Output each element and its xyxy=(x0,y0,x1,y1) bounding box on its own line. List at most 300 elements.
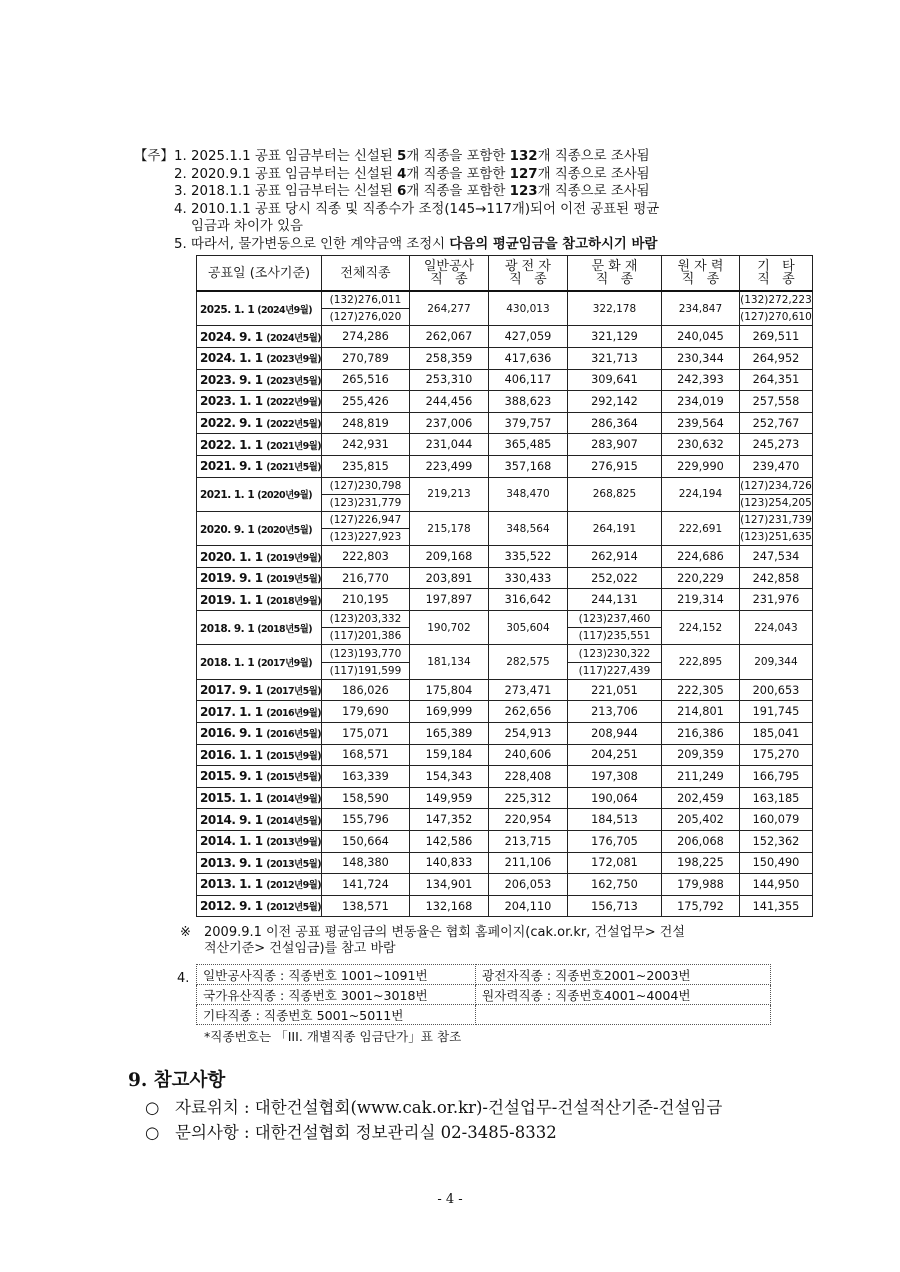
date-label: 2022. 9. 1 xyxy=(200,416,263,431)
cell-date xyxy=(197,347,322,369)
cell-date xyxy=(197,412,322,434)
survey-basis: (2023년9월) xyxy=(266,354,321,366)
cell-all: (127)230,798 xyxy=(321,477,409,494)
wage-table xyxy=(196,255,813,917)
cell-cultural: 264,191 xyxy=(567,511,661,545)
table-row xyxy=(197,679,813,701)
code-cell: 기타직종 : 직종번호 5001~5011번 xyxy=(197,1005,476,1025)
cell-all: 148,380 xyxy=(321,852,409,874)
cell-cultural: 208,944 xyxy=(567,723,661,745)
table-header-row xyxy=(197,256,813,292)
section-title: 9. 참고사항 xyxy=(128,1070,226,1091)
table-row xyxy=(197,589,813,611)
cell-electronic: 330,433 xyxy=(488,567,567,589)
survey-basis: (2023년5월) xyxy=(266,375,321,387)
cell-all: 163,339 xyxy=(321,766,409,788)
cell-etc: (123)251,635 xyxy=(739,529,812,546)
cell-electronic: 365,485 xyxy=(488,434,567,456)
cell-electronic: 430,013 xyxy=(488,291,567,326)
cell-nuclear: 216,386 xyxy=(661,723,739,745)
table-row xyxy=(197,291,813,309)
cell-nuclear: 239,564 xyxy=(661,412,739,434)
date-label: 2023. 1. 1 xyxy=(200,394,263,409)
cell-electronic: 254,913 xyxy=(488,723,567,745)
table-row xyxy=(197,369,813,391)
cell-etc: 257,558 xyxy=(739,391,812,413)
survey-basis: (2020년9월) xyxy=(257,490,312,502)
cell-cultural: 244,131 xyxy=(567,589,661,611)
code-cell: 원자력직종 : 직종번호4001~4004번 xyxy=(476,985,771,1005)
cell-electronic: 427,059 xyxy=(488,326,567,348)
table-row xyxy=(197,809,813,831)
cell-all: (117)201,386 xyxy=(321,628,409,645)
cell-electronic: 204,110 xyxy=(488,895,567,917)
cell-general: 149,959 xyxy=(409,787,488,809)
cell-general: 219,213 xyxy=(409,477,488,511)
cell-all: 265,516 xyxy=(321,369,409,391)
cell-all: (117)191,599 xyxy=(321,662,409,679)
cell-electronic: 348,470 xyxy=(488,477,567,511)
cell-nuclear: 224,686 xyxy=(661,546,739,568)
cell-date xyxy=(197,434,322,456)
table-row xyxy=(197,412,813,434)
survey-basis: (2018년5월) xyxy=(257,623,312,635)
cell-etc: (123)254,205 xyxy=(739,494,812,511)
reference-mark: ※ xyxy=(180,925,191,940)
cell-general: 169,999 xyxy=(409,701,488,723)
survey-basis: (2015년5월) xyxy=(266,772,321,784)
cell-nuclear: 198,225 xyxy=(661,852,739,874)
table-row xyxy=(197,723,813,745)
date-label: 2016. 1. 1 xyxy=(200,747,263,762)
codes-note: *직종번호는 「III. 개별직종 임금단가」표 참조 xyxy=(204,1029,462,1044)
survey-basis: (2016년5월) xyxy=(266,729,321,741)
code-cell: 광전자직종 : 직종번호2001~2003번 xyxy=(476,965,771,985)
cell-etc: 141,355 xyxy=(739,895,812,917)
note-number: 5. xyxy=(174,236,187,252)
cell-etc: 163,185 xyxy=(739,787,812,809)
date-label: 2020. 9. 1 xyxy=(200,523,255,536)
cell-cultural: 262,914 xyxy=(567,546,661,568)
cell-etc: 209,344 xyxy=(739,645,812,679)
note-item-1 xyxy=(134,148,784,166)
cell-etc: 166,795 xyxy=(739,766,812,788)
cell-cultural: 252,022 xyxy=(567,567,661,589)
survey-basis: (2014년9월) xyxy=(266,794,321,806)
cell-all: 255,426 xyxy=(321,391,409,413)
cell-etc: 252,767 xyxy=(739,412,812,434)
note-number: 2. xyxy=(174,166,187,182)
header-cultural: 문 화 재 직 종 xyxy=(567,256,661,292)
cell-etc: (132)272,223 xyxy=(739,291,812,309)
cell-all: (127)226,947 xyxy=(321,511,409,528)
date-label: 2022. 1. 1 xyxy=(200,437,263,452)
cell-all: 186,026 xyxy=(321,679,409,701)
cell-electronic: 406,117 xyxy=(488,369,567,391)
cell-cultural: 268,825 xyxy=(567,477,661,511)
cell-date xyxy=(197,809,322,831)
header-nuclear: 원 자 력 직 종 xyxy=(661,256,739,292)
cell-nuclear: 222,691 xyxy=(661,511,739,545)
table-row xyxy=(197,391,813,413)
date-label: 2024. 9. 1 xyxy=(200,329,263,344)
cell-electronic: 225,312 xyxy=(488,787,567,809)
cell-all: 248,819 xyxy=(321,412,409,434)
cell-nuclear: 240,045 xyxy=(661,326,739,348)
reference-text: 문의사항 : 대한건설협회 정보관리실 02-3485-8332 xyxy=(175,1123,557,1142)
cell-etc: 175,270 xyxy=(739,744,812,766)
cell-cultural: 309,641 xyxy=(567,369,661,391)
codes-number: 4. xyxy=(177,971,190,986)
cell-etc: 160,079 xyxy=(739,809,812,831)
date-label: 2017. 9. 1 xyxy=(200,683,263,698)
cell-etc: 264,952 xyxy=(739,347,812,369)
cell-etc: 144,950 xyxy=(739,874,812,896)
note-text-continued: 임금과 차이가 있음 xyxy=(191,219,303,235)
cell-nuclear: 234,847 xyxy=(661,291,739,326)
table-row xyxy=(197,511,813,528)
cell-date xyxy=(197,391,322,413)
cell-general: 258,359 xyxy=(409,347,488,369)
survey-basis: (2017년9월) xyxy=(257,658,312,670)
cell-electronic: 213,715 xyxy=(488,830,567,852)
cell-cultural: (117)235,551 xyxy=(567,628,661,645)
cell-date xyxy=(197,744,322,766)
cell-etc: 264,351 xyxy=(739,369,812,391)
cell-etc: 185,041 xyxy=(739,723,812,745)
cell-nuclear: 224,152 xyxy=(661,611,739,645)
cell-general: 140,833 xyxy=(409,852,488,874)
cell-date xyxy=(197,723,322,745)
cell-nuclear: 220,229 xyxy=(661,567,739,589)
cell-cultural: 156,713 xyxy=(567,895,661,917)
cell-all: 158,590 xyxy=(321,787,409,809)
cell-general: 142,586 xyxy=(409,830,488,852)
notes-block xyxy=(134,148,784,254)
cell-nuclear: 214,801 xyxy=(661,701,739,723)
survey-basis: (2019년5월) xyxy=(266,574,321,586)
date-label: 2018. 9. 1 xyxy=(200,622,255,635)
header-electronic: 광 전 자 직 종 xyxy=(488,256,567,292)
cell-cultural: (117)227,439 xyxy=(567,662,661,679)
cell-electronic: 206,053 xyxy=(488,874,567,896)
note-number: 4. xyxy=(174,201,187,217)
cell-general: 237,006 xyxy=(409,412,488,434)
cell-general: 175,804 xyxy=(409,679,488,701)
reference-text: 자료위치 : 대한건설협회(www.cak.or.kr)-건설업무-건설적산기준-건설임금 xyxy=(175,1098,723,1117)
cell-general: 134,901 xyxy=(409,874,488,896)
cell-all: 274,286 xyxy=(321,326,409,348)
cell-all: 270,789 xyxy=(321,347,409,369)
cell-general: 223,499 xyxy=(409,455,488,477)
table-row xyxy=(197,645,813,662)
cell-general: 264,277 xyxy=(409,291,488,326)
cell-nuclear: 202,459 xyxy=(661,787,739,809)
cell-date xyxy=(197,645,322,679)
cell-etc: (127)270,610 xyxy=(739,309,812,326)
cell-nuclear: 234,019 xyxy=(661,391,739,413)
cell-nuclear: 179,988 xyxy=(661,874,739,896)
survey-basis: (2020년5월) xyxy=(257,524,312,536)
cell-cultural: 172,081 xyxy=(567,852,661,874)
cell-etc: (127)231,739 xyxy=(739,511,812,528)
cell-nuclear: 175,792 xyxy=(661,895,739,917)
table-row xyxy=(197,567,813,589)
code-cell: 국가유산직종 : 직종번호 3001~3018번 xyxy=(197,985,476,1005)
survey-basis: (2015년9월) xyxy=(266,750,321,762)
cell-cultural: 184,513 xyxy=(567,809,661,831)
cell-general: 154,343 xyxy=(409,766,488,788)
cell-nuclear: 222,305 xyxy=(661,679,739,701)
cell-date xyxy=(197,369,322,391)
survey-basis: (2021년5월) xyxy=(266,462,321,474)
table-row xyxy=(197,852,813,874)
cell-date xyxy=(197,326,322,348)
date-label: 2019. 9. 1 xyxy=(200,571,263,586)
header-etc: 기 타 직 종 xyxy=(739,256,812,292)
cell-nuclear: 209,359 xyxy=(661,744,739,766)
header-all: 전체직종 xyxy=(321,256,409,292)
cell-nuclear: 230,344 xyxy=(661,347,739,369)
date-label: 2013. 9. 1 xyxy=(200,855,263,870)
cell-all: (127)276,020 xyxy=(321,309,409,326)
survey-basis: (2022년5월) xyxy=(266,419,321,431)
reference-item xyxy=(145,1119,557,1143)
cell-date xyxy=(197,830,322,852)
cell-all: 179,690 xyxy=(321,701,409,723)
bullet-icon: ○ xyxy=(145,1098,160,1117)
survey-basis: (2012년9월) xyxy=(266,880,321,892)
cell-cultural: 213,706 xyxy=(567,701,661,723)
bullet-icon: ○ xyxy=(145,1123,160,1142)
cell-etc: 242,858 xyxy=(739,567,812,589)
cell-cultural: 322,178 xyxy=(567,291,661,326)
cell-all: (123)203,332 xyxy=(321,611,409,628)
cell-cultural: 197,308 xyxy=(567,766,661,788)
survey-basis: (2019년9월) xyxy=(266,552,321,564)
cell-cultural: 321,713 xyxy=(567,347,661,369)
note-item-5 xyxy=(134,236,784,254)
date-label: 2016. 9. 1 xyxy=(200,726,263,741)
cell-etc: 247,534 xyxy=(739,546,812,568)
footnote-line: 적산기준> 건설임금)를 참고 바람 xyxy=(204,941,396,956)
cell-etc: 245,273 xyxy=(739,434,812,456)
note-text: 2025.1.1 공표 임금부터는 신설된 5개 직종을 포함한 132개 직종으로 조사됨 xyxy=(191,149,650,164)
cell-etc: 269,511 xyxy=(739,326,812,348)
survey-basis: (2012년5월) xyxy=(266,902,321,914)
page-number: - 4 - xyxy=(437,1192,463,1207)
table-row xyxy=(197,434,813,456)
header-general: 일반공사 직 종 xyxy=(409,256,488,292)
note-item-4 xyxy=(134,201,784,236)
code-cell: 일반공사직종 : 직종번호 1001~1091번 xyxy=(197,965,476,985)
cell-date xyxy=(197,511,322,545)
date-label: 2019. 1. 1 xyxy=(200,592,263,607)
cell-date xyxy=(197,852,322,874)
date-label: 2023. 9. 1 xyxy=(200,372,263,387)
table-row xyxy=(197,546,813,568)
cell-nuclear: 242,393 xyxy=(661,369,739,391)
survey-basis: (2014년5월) xyxy=(266,815,321,827)
cell-date xyxy=(197,567,322,589)
date-label: 2015. 1. 1 xyxy=(200,791,263,806)
cell-date xyxy=(197,477,322,511)
cell-nuclear: 206,068 xyxy=(661,830,739,852)
cell-date xyxy=(197,701,322,723)
cell-electronic: 379,757 xyxy=(488,412,567,434)
cell-nuclear: 230,632 xyxy=(661,434,739,456)
cell-date xyxy=(197,766,322,788)
footnote-line: 2009.9.1 이전 공표 평균임금의 변동율은 협회 홈페이지(cak.or.kr, 건설업무> 건설 xyxy=(204,925,685,940)
date-label: 2014. 1. 1 xyxy=(200,834,263,849)
table-row xyxy=(197,744,813,766)
table-row xyxy=(197,874,813,896)
table-body xyxy=(197,291,813,917)
code-cell xyxy=(476,1005,771,1025)
cell-electronic: 417,636 xyxy=(488,347,567,369)
cell-date xyxy=(197,787,322,809)
note-text: 2010.1.1 공표 당시 직종 및 직종수가 조정(145→117개)되어 이전 공표된 평균 xyxy=(191,201,660,217)
cell-date xyxy=(197,874,322,896)
note-text: 2020.9.1 공표 임금부터는 신설된 4개 직종을 포함한 127개 직종으로 조사됨 xyxy=(191,166,650,182)
cell-cultural: 162,750 xyxy=(567,874,661,896)
cell-all: 141,724 xyxy=(321,874,409,896)
table-row xyxy=(197,347,813,369)
cell-all: 155,796 xyxy=(321,809,409,831)
cell-electronic: 220,954 xyxy=(488,809,567,831)
cell-electronic: 228,408 xyxy=(488,766,567,788)
date-label: 2014. 9. 1 xyxy=(200,812,263,827)
date-label: 2013. 1. 1 xyxy=(200,877,263,892)
survey-basis: (2021년9월) xyxy=(266,440,321,452)
cell-date xyxy=(197,546,322,568)
cell-date xyxy=(197,589,322,611)
cell-all: 216,770 xyxy=(321,567,409,589)
table-row xyxy=(197,965,771,985)
cell-nuclear: 205,402 xyxy=(661,809,739,831)
table-row xyxy=(197,830,813,852)
date-label: 2025. 1. 1 xyxy=(200,303,255,316)
cell-date xyxy=(197,895,322,917)
cell-electronic: 240,606 xyxy=(488,744,567,766)
cell-nuclear: 229,990 xyxy=(661,455,739,477)
cell-general: 147,352 xyxy=(409,809,488,831)
cell-all: (123)227,923 xyxy=(321,529,409,546)
cell-cultural: 321,129 xyxy=(567,326,661,348)
cell-etc: 152,362 xyxy=(739,830,812,852)
cell-electronic: 388,623 xyxy=(488,391,567,413)
cell-all: 150,664 xyxy=(321,830,409,852)
cell-cultural: 292,142 xyxy=(567,391,661,413)
job-code-table xyxy=(196,964,771,1025)
date-label: 2017. 1. 1 xyxy=(200,704,263,719)
cell-nuclear: 222,895 xyxy=(661,645,739,679)
date-label: 2012. 9. 1 xyxy=(200,899,263,914)
survey-basis: (2013년9월) xyxy=(266,837,321,849)
survey-basis: (2016년9월) xyxy=(266,707,321,719)
date-label: 2018. 1. 1 xyxy=(200,657,255,670)
cell-electronic: 262,656 xyxy=(488,701,567,723)
survey-basis: (2024년9월) xyxy=(257,304,312,316)
cell-cultural: (123)237,460 xyxy=(567,611,661,628)
table-row xyxy=(197,1005,771,1025)
cell-electronic: 357,168 xyxy=(488,455,567,477)
cell-all: 175,071 xyxy=(321,723,409,745)
cell-general: 165,389 xyxy=(409,723,488,745)
cell-all: 168,571 xyxy=(321,744,409,766)
cell-all: 138,571 xyxy=(321,895,409,917)
cell-electronic: 282,575 xyxy=(488,645,567,679)
note-text: 따라서, 물가변동으로 인한 계약금액 조정시 다음의 평균임금을 참고하시기 바람 xyxy=(191,236,658,252)
cell-etc: 231,976 xyxy=(739,589,812,611)
cell-general: 159,184 xyxy=(409,744,488,766)
cell-cultural: 283,907 xyxy=(567,434,661,456)
cell-cultural: 176,705 xyxy=(567,830,661,852)
cell-etc: 224,043 xyxy=(739,611,812,645)
cell-general: 203,891 xyxy=(409,567,488,589)
table-row xyxy=(197,895,813,917)
cell-general: 181,134 xyxy=(409,645,488,679)
cell-cultural: 221,051 xyxy=(567,679,661,701)
reference-item xyxy=(145,1094,722,1118)
date-label: 2021. 9. 1 xyxy=(200,459,263,474)
cell-all: 235,815 xyxy=(321,455,409,477)
cell-all: 242,931 xyxy=(321,434,409,456)
cell-all: 210,195 xyxy=(321,589,409,611)
cell-cultural: 190,064 xyxy=(567,787,661,809)
cell-general: 197,897 xyxy=(409,589,488,611)
cell-cultural: 204,251 xyxy=(567,744,661,766)
note-tag: 【주】 xyxy=(134,149,174,164)
cell-etc: 191,745 xyxy=(739,701,812,723)
cell-general: 244,456 xyxy=(409,391,488,413)
cell-date xyxy=(197,679,322,701)
date-label: 2020. 1. 1 xyxy=(200,549,263,564)
table-row xyxy=(197,766,813,788)
cell-general: 262,067 xyxy=(409,326,488,348)
cell-etc: 239,470 xyxy=(739,455,812,477)
table-row xyxy=(197,701,813,723)
cell-cultural: 286,364 xyxy=(567,412,661,434)
cell-general: 253,310 xyxy=(409,369,488,391)
note-item-2 xyxy=(134,166,784,184)
survey-basis: (2017년5월) xyxy=(266,686,321,698)
cell-all: (132)276,011 xyxy=(321,291,409,309)
footnote xyxy=(180,925,780,957)
cell-date xyxy=(197,455,322,477)
cell-nuclear: 224,194 xyxy=(661,477,739,511)
cell-cultural: (123)230,322 xyxy=(567,645,661,662)
survey-basis: (2022년9월) xyxy=(266,397,321,409)
note-item-3 xyxy=(134,183,784,201)
survey-basis: (2024년5월) xyxy=(266,332,321,344)
cell-general: 209,168 xyxy=(409,546,488,568)
header-date: 공표일 (조사기준) xyxy=(197,256,322,292)
table-row xyxy=(197,326,813,348)
cell-general: 215,178 xyxy=(409,511,488,545)
table-row xyxy=(197,787,813,809)
cell-general: 231,044 xyxy=(409,434,488,456)
cell-date xyxy=(197,611,322,645)
cell-all: 222,803 xyxy=(321,546,409,568)
cell-all: (123)231,779 xyxy=(321,494,409,511)
survey-basis: (2013년5월) xyxy=(266,858,321,870)
date-label: 2021. 1. 1 xyxy=(200,489,255,502)
cell-electronic: 305,604 xyxy=(488,611,567,645)
table-row xyxy=(197,477,813,494)
note-number: 3. xyxy=(174,184,187,200)
cell-electronic: 211,106 xyxy=(488,852,567,874)
